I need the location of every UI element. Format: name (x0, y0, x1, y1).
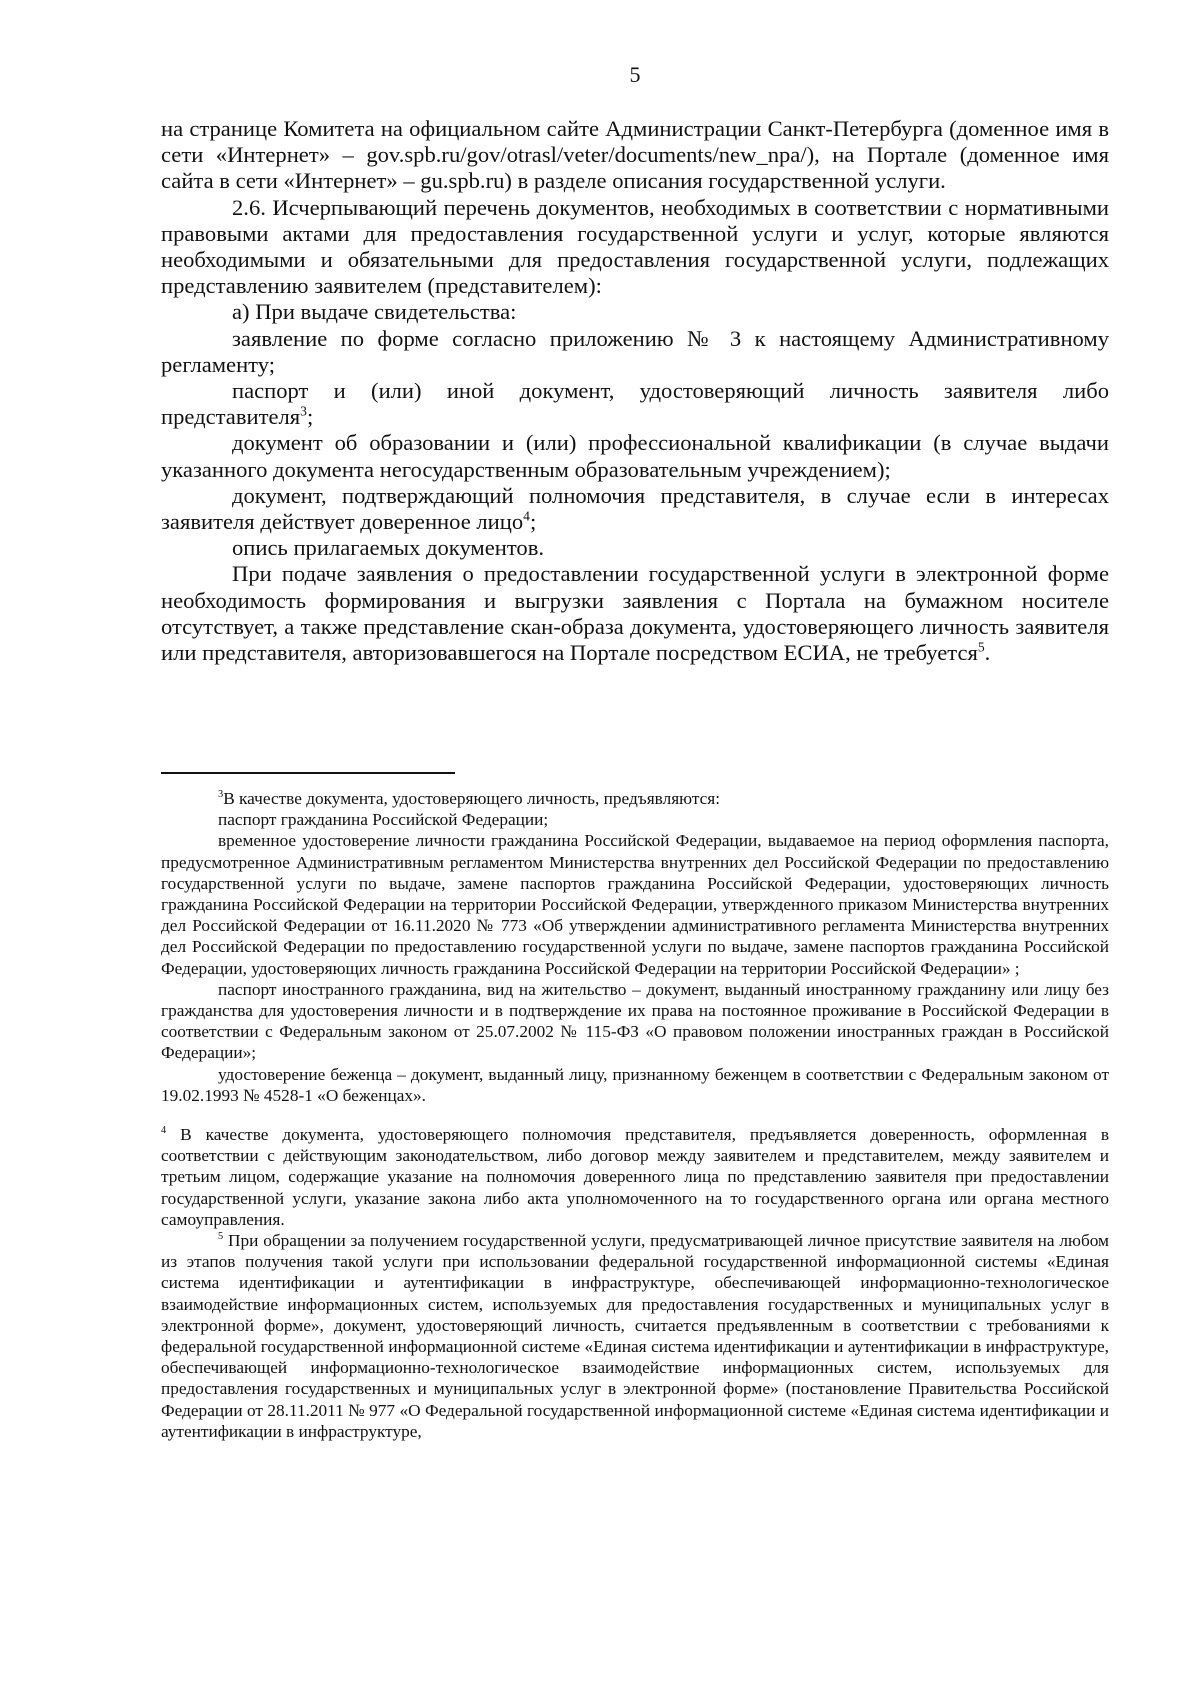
footnote-3-item-passport: паспорт гражданина Российской Федерации; (218, 810, 549, 830)
footnote-4 (161, 1124, 1109, 1230)
footnote-ref-5[interactable]: 5 (977, 639, 985, 655)
footnote-separator (161, 772, 455, 774)
footnote-3-item-refugee-id: удостоверение беженца – документ, выданный лицу, признанному беженцем в соответствии с Федеральным законом от 19.02.1993 № 4528-1 «О беженцах». (161, 1064, 1109, 1105)
paragraph-electronic-submission-text: При подаче заявления о предоставлении государственной услуги в электронной форме необходимость формирования и выгрузки заявления с Портала на бумажном носителе отсутствует, а также представление скан-образа документа, удостоверяющего личность заявителя или представителя, авторизовавшегося на Портале посредством ЕСИА, не требуется (161, 561, 1109, 666)
page-number: 5 (629, 62, 641, 87)
paragraph-2-6: 2.6. Исчерпывающий перечень документов, необходимых в соответствии с нормативными правовыми актами для предоставления государственной услуги и услуг, которые являются необходимыми и обязательными для предоставления государственной услуги, подлежащих представлению заявителем (представителем): (161, 194, 1109, 299)
footnote-ref-4[interactable]: 4 (523, 508, 530, 524)
paragraph-power-of-attorney-text: документ, подтверждающий полномочия представителя, в случае если в интересах заявителя действует доверенное лицо (161, 482, 1109, 535)
paragraph-certificate-heading: а) При выдаче свидетельства: (232, 299, 517, 325)
paragraph-electronic-submission (161, 561, 1109, 666)
footnote-5-mark: 5 (218, 1231, 224, 1243)
paragraph-electronic-submission-end: . (984, 640, 991, 666)
footnote-5-text: При обращении за получением государственной услуги, предусматривающей личное присутствие заявителя на любом из этапов получения такой услуги при использовании федеральной государственной информационной системы «Единая система идентификации и аутентификации в инфраструктуре, обеспечивающей информационно-технологическое взаимодействие информационных систем, используемых для предоставления государственных и муниципальных услуг в электронной форме», документ, удостоверяющий личность, считается предъявленным в соответствии с требованиями к федеральной государственной информационной системе «Единая система идентификации и аутентификации в инфраструктуре, обеспечивающей информационно-технологическое взаимодействие информационных систем, используемых для предоставления государственных и муниципальных услуг в электронной форме» (постановление Правительства Российской Федерации от 28.11.2011 № 977 «О Федеральной государственной информационной системе «Единая система идентификации и аутентификации в инфраструктуре, (161, 1231, 1109, 1441)
footnote-3-intro-text: В качестве документа, удостоверяющего личность, предъявляются: (223, 789, 721, 808)
footnote-3-mark: 3 (218, 789, 224, 801)
footnote-3-item-foreign-passport: паспорт иностранного гражданина, вид на жительство – документ, выданный иностранному гражданину или лицу без гражданства для удостоверения личности и в подтверждение их права на постоянное проживание в Российской Федерации в соответствии с Федеральным законом от 25.07.2002 № 115-ФЗ «О правовом положении иностранных граждан в Российской Федерации»; (161, 979, 1109, 1063)
footnote-4-mark: 4 (161, 1125, 167, 1137)
paragraph-power-of-attorney (161, 483, 1109, 535)
paragraph-power-of-attorney-end: ; (529, 509, 537, 535)
footnote-ref-3[interactable]: 3 (300, 403, 307, 419)
footnote-3-item-temporary-id: временное удостоверение личности гражданина Российской Федерации, выдаваемое на период оформления паспорта, предусмотренное Административным регламентом Министерства внутренних дел Российской Федерации по предоставлению государственной услуги по выдаче, замене паспортов гражданина Российской Федерации, удостоверяющих личность гражданина Российской Федерации на территории Российской Федерации, утвержденного приказом Министерства внутренних дел Российской Федерации от 16.11.2020 № 773 «Об утверждении административного регламента Министерства внутренних дел Российской Федерации по предоставлению государственной услуги по выдаче, замене паспортов гражданина Российской Федерации, удостоверяющих личность гражданина Российской Федерации на территории Российской Федерации» ; (161, 831, 1109, 978)
footnote-4-text: В качестве документа, удостоверяющего полномочия представителя, предъявляется доверенность, оформленная в соответствии с действующим законодательством, либо договор между заявителем и представителем, между заявителем и третьим лицом, содержащие указание на полномочия доверенного лица по представлению заявителя при предоставлении государственной услуги, указание закона либо акта уполномоченного на то государственного органа или органа местного самоуправления. (161, 1125, 1109, 1229)
paragraph-application-form: заявление по форме согласно приложению № 3 к настоящему Административному регламенту; (161, 325, 1109, 377)
paragraph-passport-text: паспорт и (или) иной документ, удостоверяющий личность заявителя либо представителя (161, 378, 1109, 430)
paragraph-inventory: опись прилагаемых документов. (232, 535, 545, 561)
paragraph-site-info: на странице Комитета на официальном сайте Администрации Санкт-Петербурга (доменное имя в сети «Интернет» – gov.spb.ru/gov/otrasl/veter/documents/new_npa/), на Портале (доменное имя сайта в сети «Интернет» – gu.spb.ru) в разделе описания государственной услуги. (161, 116, 1109, 194)
paragraph-passport-end: ; (306, 404, 314, 430)
main-text (161, 116, 1109, 666)
footnote-5 (161, 1230, 1109, 1442)
paragraph-education-document: документ об образовании и (или) профессиональной квалификации (в случае выдачи указанного документа негосударственным образовательным учреждением); (161, 430, 1109, 482)
footnotes (161, 788, 1109, 1442)
paragraph-passport (161, 378, 1109, 430)
footnote-3-intro (161, 788, 1109, 809)
